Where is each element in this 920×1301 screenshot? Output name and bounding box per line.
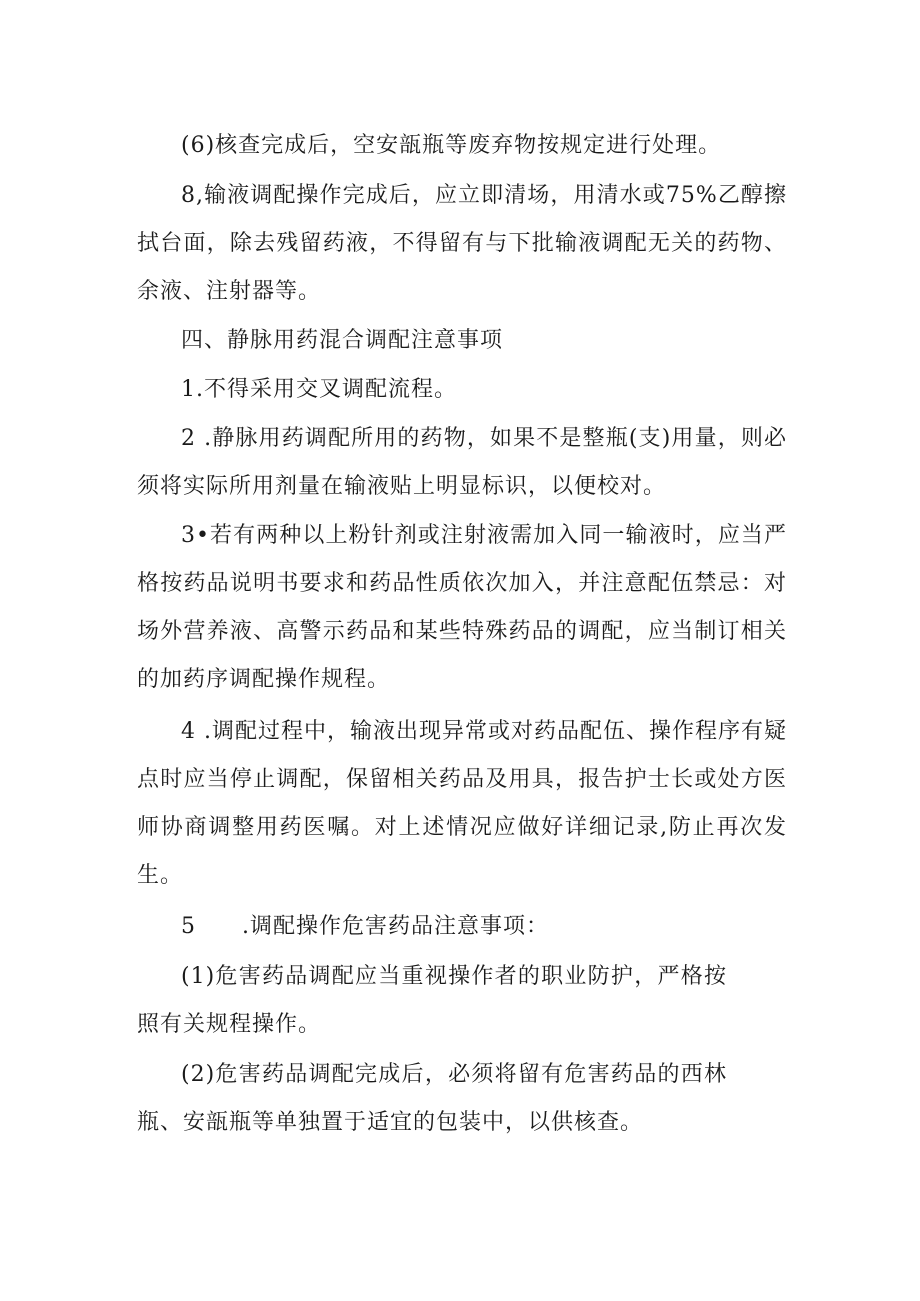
paragraph-8-cleanup: 8,输液调配操作完成后，应立即清场，用清水或75%乙醇擦拭台面，除去残留药液，不得留有与下批输液调配无关的药物、余液、注射器等。 [137,183,787,304]
section-heading-4: 四、静脉用药混合调配注意事项 [181,328,504,353]
paragraph-rule-1: 1.不得采用交叉调配流程。 [181,377,457,402]
paragraph-rule-3: 3•若有两种以上粉针剂或注射液需加入同一输液时，应当严格按药品说明书要求和药品性质依次加入，并注意配伍禁忌：对场外营养液、高警示药品和某些特殊药品的调配，应当制订相关的加药序调配操作规程。 [137,523,787,692]
paragraph-rule-5: 5 .调配操作危害药品注意事项： [181,914,549,939]
paragraph-rule-5-1: (1)危害药品调配应当重视操作者的职业防护，严格按照有关规程操作。 [137,964,727,1037]
paragraph-rule-4: 4 .调配过程中，输液出现异常或对药品配伍、操作程序有疑点时应当停止调配，保留相关药品及用具，报告护士长或处方医师协商调整用药医嘱。对上述情况应做好详细记录,防止再次发生。 [137,719,787,888]
paragraph-rule-5-2: (2)危害药品调配完成后，必须将留有危害药品的西林瓶、安瓿瓶等单独置于适宜的包装中，以供核查。 [137,1062,727,1135]
paragraph-rule-2: 2 .静脉用药调配所用的药物，如果不是整瓶(支)用量，则必须将实际所用剂量在输液贴上明显标识，以便校对。 [137,426,787,499]
paragraph-6-disposal: (6)核查完成后，空安瓿瓶等废弃物按规定进行处理。 [181,133,722,158]
